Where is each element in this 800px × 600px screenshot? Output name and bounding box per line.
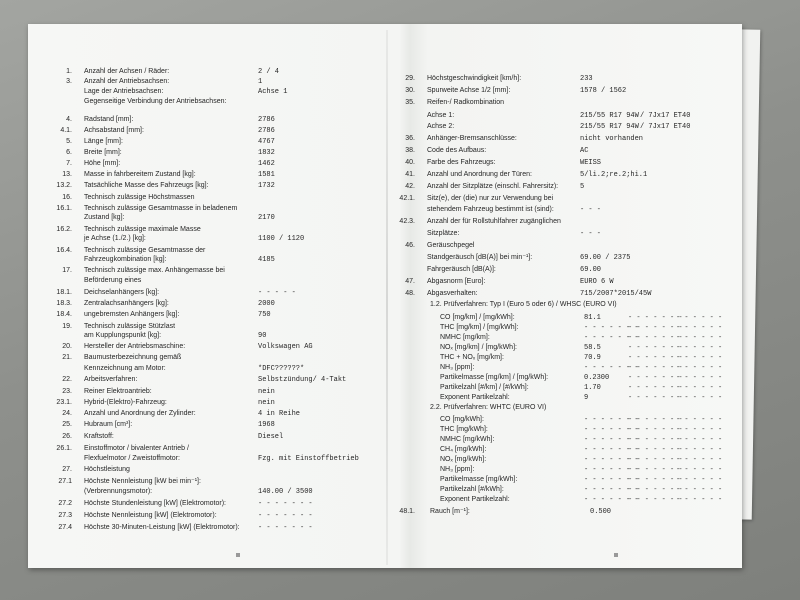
emission-dash: - - - - - -	[676, 334, 723, 342]
field-label: Technisch zulässige Gesamtmasse der	[84, 247, 206, 254]
emission-label: NH₃ [ppm]:	[440, 364, 475, 371]
emission-dash: - - - - - -	[676, 394, 723, 402]
field-label: Standgeräusch [dB(A)] bei min⁻¹]:	[427, 254, 533, 261]
field-label: Farbe des Fahrzeugs:	[427, 159, 496, 166]
field-label: Flexfuelmotor / Zweistoffmotor:	[84, 455, 180, 462]
emission-dash: - - - - - - -	[628, 314, 683, 322]
emission-label: NMHC [mg/km]:	[440, 334, 490, 341]
emission-dash: - - - - - - -	[628, 426, 683, 434]
emission-dash: - - - - - -	[676, 384, 723, 392]
field-label: Anzahl und Anordnung der Zylinder:	[84, 410, 196, 417]
emission-dash: - - - - - -	[676, 486, 723, 494]
field-value: WEISS	[580, 159, 602, 167]
emission-value: - - - - - - -	[584, 486, 639, 494]
emission-dash: - - - - - -	[676, 496, 723, 504]
emission-value: 9	[584, 394, 589, 402]
field-number: 16.1.	[56, 205, 72, 212]
field-value: 4 in Reihe	[258, 410, 301, 418]
emission-dash: - - - - - -	[676, 324, 723, 332]
field-value: 1	[258, 78, 263, 86]
field-label: Technisch zulässige Stützlast	[84, 323, 176, 330]
emission-value: - - - - - - -	[584, 426, 639, 434]
field-value: nein	[258, 388, 275, 396]
field-value: - - -	[580, 206, 602, 214]
corner-mark	[236, 553, 240, 557]
emission-label: Partikelmasse [mg/km] / [mg/kWh]:	[440, 374, 549, 381]
field-value: 140.00 / 3500	[258, 488, 313, 496]
emission-dash: - - - - - -	[676, 466, 723, 474]
emission-dash: - - - - - -	[676, 436, 723, 444]
field-label: Technisch zulässige Gesamtmasse in beladenem	[84, 205, 238, 212]
field-value: 69.00 / 2375	[580, 254, 631, 262]
emission-label: THC [mg/kWh]:	[440, 426, 488, 433]
field-label: stehendem Fahrzeug bestimmt ist (sind):	[427, 206, 554, 213]
field-value-secondary: / 7Jx17 ET40	[640, 123, 691, 131]
emission-label: Exponent Partikelzahl:	[440, 394, 510, 401]
field-value: 750	[258, 311, 271, 319]
field-number: 7.	[66, 160, 72, 167]
field-value: 233	[580, 75, 593, 83]
emission-dash: - - - - - - -	[628, 354, 683, 362]
field-number: 48.1.	[399, 508, 415, 515]
field-label: Reifen-/ Radkombination	[427, 99, 505, 106]
emission-dash: - - - - - - -	[628, 456, 683, 464]
field-label: (Verbrennungsmotor):	[84, 488, 153, 495]
field-value: nein	[258, 399, 275, 407]
field-number: 26.	[62, 433, 72, 440]
field-number: 4.1.	[60, 127, 72, 134]
field-value-secondary: / 7Jx17 ET40	[640, 112, 691, 120]
field-number: 16.	[62, 194, 72, 201]
emission-dash: - - - - - -	[676, 344, 723, 352]
field-label: Anzahl der Achsen / Räder:	[84, 68, 170, 75]
field-label: am Kupplungspunkt [kg]:	[84, 332, 162, 339]
field-value: 1578 / 1562	[580, 87, 627, 95]
field-label: Tatsächliche Masse des Fahrzeugs [kg]:	[84, 182, 209, 189]
field-value: 2786	[258, 116, 275, 124]
field-number: 27.2	[58, 500, 72, 507]
field-value: 4767	[258, 138, 275, 146]
emission-label: NOₓ [mg/kWh]:	[440, 456, 487, 463]
field-label: Deichselanhängers [kg]:	[84, 289, 160, 296]
field-label: Anhänger-Bremsanschlüsse:	[427, 135, 517, 142]
field-number: 26.1.	[56, 445, 72, 452]
field-label: Anzahl der für Rollstuhlfahrer zugänglichen	[427, 218, 561, 225]
field-number: 18.3.	[56, 300, 72, 307]
emission-label: CH₄ [mg/kWh]:	[440, 446, 487, 453]
field-number: 27.4	[58, 524, 72, 531]
emission-dash: - - - - - -	[676, 456, 723, 464]
field-number: 40.	[405, 159, 415, 166]
field-value: 715/2007*2015/45W	[580, 290, 652, 298]
field-label: Anzahl der Sitzplätze (einschl. Fahrersitz):	[427, 183, 559, 190]
field-value: - - -	[580, 230, 602, 238]
emission-label: THC [mg/km] / [mg/kWh]:	[440, 324, 519, 331]
emission-value: 1.70	[584, 384, 601, 392]
emission-dash: - - - - - -	[676, 354, 723, 362]
emission-dash: - - - - - - -	[628, 416, 683, 424]
field-label: Länge [mm]:	[84, 138, 123, 145]
field-number: 36.	[405, 135, 415, 142]
field-number: 47.	[405, 278, 415, 285]
field-number: 18.4.	[56, 311, 72, 318]
emission-label: THC + NOₓ [mg/km]:	[440, 354, 504, 361]
emission-label: CO [mg/km] / [mg/kWh]:	[440, 314, 515, 321]
field-number: 29.	[405, 75, 415, 82]
emission-dash: - - - - - -	[676, 374, 723, 382]
emission-dash: - - - - - - -	[628, 446, 683, 454]
field-label: Masse in fahrbereitem Zustand [kg]:	[84, 171, 196, 178]
field-number: 48.	[405, 290, 415, 297]
field-label: Höchste 30-Minuten-Leistung [kW] (Elektromotor):	[84, 524, 240, 531]
field-value: 5/li.2;re.2;hi.1	[580, 171, 648, 179]
emission-value: - - - - - - -	[584, 436, 639, 444]
field-number: 13.2.	[56, 182, 72, 189]
field-label: Lage der Antriebsachsen:	[84, 88, 164, 95]
field-number: 30.	[405, 87, 415, 94]
field-label: Code des Aufbaus:	[427, 147, 487, 154]
field-number: 3.	[66, 78, 72, 85]
field-label: Zentralachsanhängers [kg]:	[84, 300, 169, 307]
emission-label: NMHC [mg/kWh]:	[440, 436, 495, 443]
emission-label: CO [mg/kWh]:	[440, 416, 484, 423]
corner-mark	[614, 553, 618, 557]
field-number: 4.	[66, 116, 72, 123]
emission-label: NOₓ [mg/km] / [mg/kWh]:	[440, 344, 517, 351]
field-value: Selbstzündung/ 4-Takt	[258, 376, 347, 384]
field-label: Kraftstoff:	[84, 433, 114, 440]
emission-dash: - - - - - -	[676, 476, 723, 484]
field-label: Technisch zulässige max. Anhängemasse bei	[84, 267, 225, 274]
field-value: 69.00	[580, 266, 602, 274]
field-value: 215/55 R17 94W	[580, 112, 639, 120]
field-value: 1100 / 1120	[258, 235, 305, 243]
field-value: *DFC??????*	[258, 365, 305, 373]
field-label: 1.2. Prüfverfahren: Typ I (Euro 5 oder 6) / WHSC (EURO VI)	[430, 301, 617, 308]
field-value: 1832	[258, 149, 275, 157]
emission-dash: - - - - - - -	[628, 466, 683, 474]
field-label: Höchste Stundenleistung [kW] (Elektromotor):	[84, 500, 227, 507]
emission-label: Partikelzahl [#/km] / [#/kWh]:	[440, 384, 529, 391]
field-label: Kennzeichnung am Motor:	[84, 365, 166, 372]
field-label: Hybrid-(Elektro)-Fahrzeug:	[84, 399, 167, 406]
field-label: Zustand [kg]:	[84, 214, 125, 221]
emission-value: - - - - - - -	[584, 466, 639, 474]
field-value: nicht vorhanden	[580, 135, 644, 143]
emission-dash: - - - - - - -	[628, 334, 683, 342]
emission-value: 58.5	[584, 344, 601, 352]
emission-dash: - - - - - -	[676, 426, 723, 434]
field-number: 35.	[405, 99, 415, 106]
field-number: 6.	[66, 149, 72, 156]
field-number: 16.2.	[56, 226, 72, 233]
field-value: 2 / 4	[258, 68, 280, 76]
field-number: 38.	[405, 147, 415, 154]
emission-dash: - - - - - - -	[628, 374, 683, 382]
field-number: 19.	[62, 323, 72, 330]
field-value: 2000	[258, 300, 275, 308]
emission-value: - - - - - - -	[584, 446, 639, 454]
field-number: 46.	[405, 242, 415, 249]
field-label: Spurweite Achse 1/2 [mm]:	[427, 87, 511, 94]
field-value: 215/55 R17 94W	[580, 123, 639, 131]
emission-value: - - - - - - -	[584, 334, 639, 342]
emission-dash: - - - - - - -	[628, 496, 683, 504]
field-value: EURO 6 W	[580, 278, 614, 286]
emission-dash: - - - - - - -	[628, 344, 683, 352]
field-number: 42.3.	[399, 218, 415, 225]
field-label: Breite [mm]:	[84, 149, 122, 156]
field-label: Sitzplätze:	[427, 230, 460, 237]
field-label: Einstoffmotor / bivalenter Antrieb /	[84, 445, 189, 452]
field-label: Technisch zulässige maximale Masse	[84, 226, 201, 233]
field-number: 13.	[62, 171, 72, 178]
field-label: Anzahl und Anordnung der Türen:	[427, 171, 532, 178]
field-value: 1581	[258, 171, 275, 179]
field-number: 17.	[62, 267, 72, 274]
field-value: Fzg. mit Einstoffbetrieb	[258, 455, 359, 463]
emission-dash: - - - - - -	[676, 314, 723, 322]
field-number: 42.1.	[399, 195, 415, 202]
emission-dash: - - - - - - -	[628, 364, 683, 372]
field-label: Geräuschpegel	[427, 242, 475, 249]
field-label: Höchstleistung	[84, 466, 130, 473]
field-value: Achse 1	[258, 88, 288, 96]
field-number: 23.	[62, 388, 72, 395]
field-value: 1968	[258, 421, 275, 429]
field-value: Diesel	[258, 433, 284, 441]
emission-dash: - - - - - -	[676, 364, 723, 372]
emission-value: - - - - - - -	[584, 324, 639, 332]
field-number: 22.	[62, 376, 72, 383]
field-label: Gegenseitige Verbindung der Antriebsachsen:	[84, 98, 227, 105]
field-value: Volkswagen AG	[258, 343, 313, 351]
field-number: 27.1	[58, 478, 72, 485]
emission-value: - - - - - - -	[584, 496, 639, 504]
field-label: Abgasverhalten:	[427, 290, 478, 297]
emission-value: - - - - - - -	[584, 364, 639, 372]
field-label: Radstand [mm]:	[84, 116, 134, 123]
field-label: Fahrzeugkombination [kg]:	[84, 256, 167, 263]
field-value: 4185	[258, 256, 275, 264]
field-number: 27.	[62, 466, 72, 473]
field-label: Höhe [mm]:	[84, 160, 121, 167]
field-value: AC	[580, 147, 589, 155]
emission-value: 81.1	[584, 314, 601, 322]
emission-value: - - - - - - -	[584, 456, 639, 464]
field-label: je Achse (1./2.) [kg]:	[84, 235, 146, 242]
field-label: Höchste Nennleistung [kW] (Elektromotor):	[84, 512, 217, 519]
field-number: 42.	[405, 183, 415, 190]
field-label: Fahrgeräusch [dB(A)]:	[427, 266, 496, 273]
emission-dash: - - - - - - -	[628, 394, 683, 402]
emission-dash: - - - - - - -	[628, 476, 683, 484]
field-label: Technisch zulässige Höchstmassen	[84, 194, 195, 201]
field-label: Baumusterbezeichnung gemäß	[84, 354, 182, 361]
field-label: Sitz(e), der (die) nur zur Verwendung bei	[427, 195, 554, 202]
field-value: - - - - - - -	[258, 524, 313, 532]
field-value: - - - - -	[258, 289, 296, 297]
emission-label: Exponent Partikelzahl:	[440, 496, 510, 503]
field-number: 18.1.	[56, 289, 72, 296]
emission-dash: - - - - - -	[676, 446, 723, 454]
field-label: Hersteller der Antriebsmaschine:	[84, 343, 186, 350]
field-number: 23.1.	[56, 399, 72, 406]
emission-value: 0.2300	[584, 374, 610, 382]
field-value: 0.500	[590, 508, 612, 516]
whtc-title: 2.2. Prüfverfahren: WHTC (EURO VI)	[430, 404, 547, 411]
field-value: - - - - - - -	[258, 500, 313, 508]
emission-dash: - - - - - - -	[628, 324, 683, 332]
emission-dash: - - - - - -	[676, 416, 723, 424]
field-label: Rauch [m⁻¹]:	[430, 508, 470, 515]
emission-dash: - - - - - - -	[628, 436, 683, 444]
field-number: 20.	[62, 343, 72, 350]
field-number: 5.	[66, 138, 72, 145]
field-label: Beförderung eines	[84, 277, 142, 284]
emission-value: 70.9	[584, 354, 601, 362]
field-value: 2786	[258, 127, 275, 135]
field-label: Achse 1:	[427, 112, 455, 119]
emission-value: - - - - - - -	[584, 476, 639, 484]
field-number: 21.	[62, 354, 72, 361]
field-label: Höchste Nennleistung [kW bei min⁻¹]:	[84, 478, 201, 485]
field-label: Arbeitsverfahren:	[84, 376, 138, 383]
field-label: Achse 2:	[427, 123, 455, 130]
field-label: ungebremsten Anhängers [kg]:	[84, 311, 180, 318]
field-label: Hubraum [cm³]:	[84, 421, 133, 428]
emission-label: NH₃ [ppm]:	[440, 466, 475, 473]
field-value: 1462	[258, 160, 275, 168]
field-value: 1732	[258, 182, 275, 190]
emission-label: Partikelzahl [#/kWh]:	[440, 486, 504, 493]
field-number: 27.3	[58, 512, 72, 519]
emission-dash: - - - - - - -	[628, 486, 683, 494]
field-value: - - - - - - -	[258, 512, 313, 520]
field-number: 1.	[66, 68, 72, 75]
field-value: 5	[580, 183, 585, 191]
emission-value: - - - - - - -	[584, 416, 639, 424]
field-label: Höchstgeschwindigkeit [km/h]:	[427, 75, 522, 82]
emission-label: Partikelmasse [mg/kWh]:	[440, 476, 518, 483]
field-number: 16.4.	[56, 247, 72, 254]
field-number: 41.	[405, 171, 415, 178]
field-label: Reiner Elektroantrieb:	[84, 388, 152, 395]
field-value: 2170	[258, 214, 275, 222]
field-number: 24.	[62, 410, 72, 417]
field-label: Anzahl der Antriebsachsen:	[84, 78, 170, 85]
emission-dash: - - - - - - -	[628, 384, 683, 392]
field-number: 25.	[62, 421, 72, 428]
field-label: Abgasnorm [Euro]:	[427, 278, 486, 285]
field-value: 90	[258, 332, 267, 340]
field-label: Achsabstand [mm]:	[84, 127, 144, 134]
